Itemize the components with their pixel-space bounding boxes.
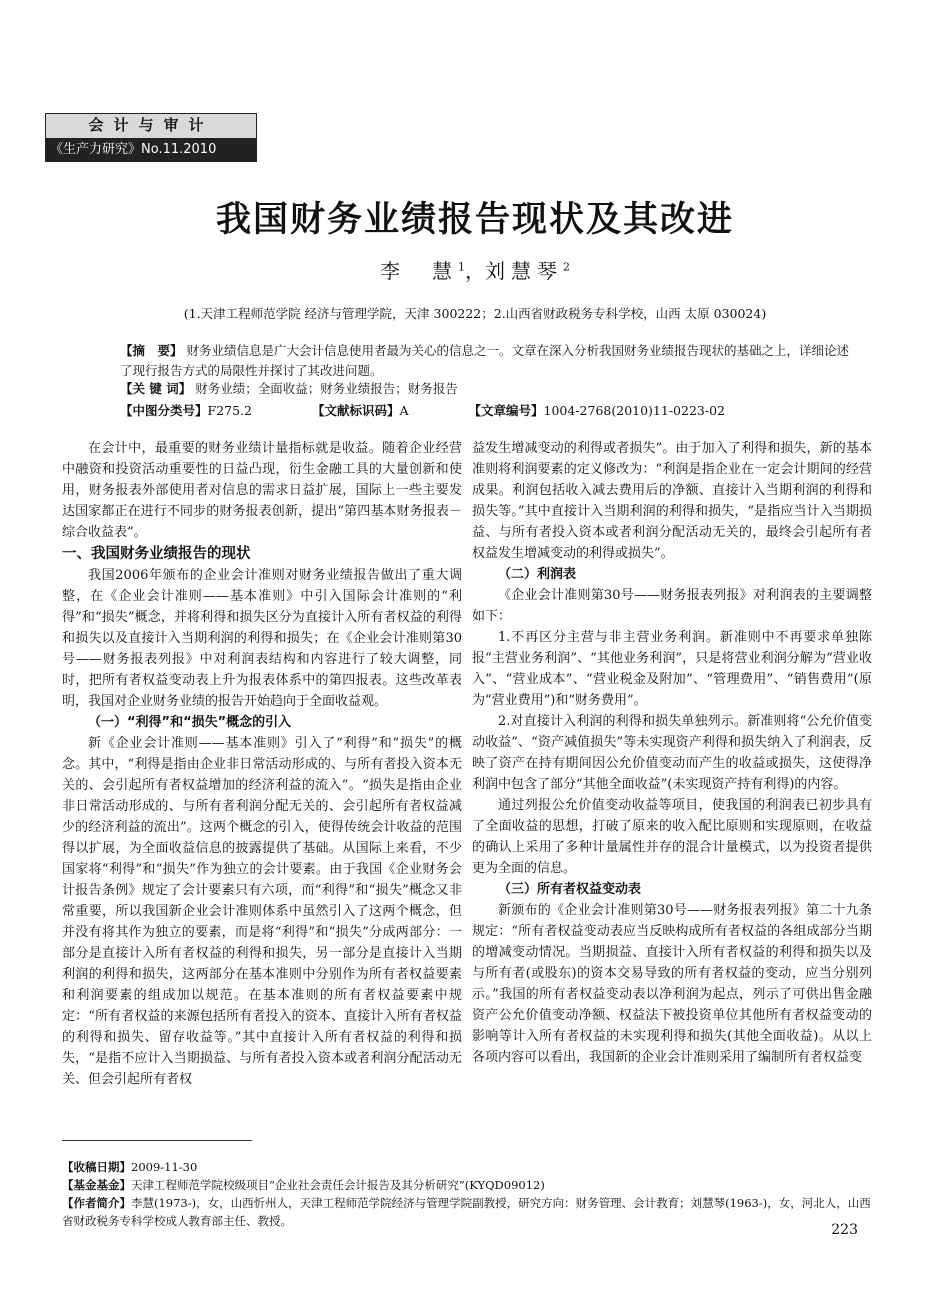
left-column	[62, 438, 462, 1090]
article-title: 我国财务业绩报告现状及其改进	[215, 200, 734, 240]
subsection-heading: （三）所有者权益变动表	[498, 882, 642, 897]
fund-text: 天津工程师范学院校级项目“企业社会责任会计报告及其分析研究”(KYQD09012)	[131, 1178, 545, 1192]
author-bio-text: 李慧(1973-)，女，山西忻州人，天津工程师范学院经济与管理学院副教授，研究方向：财务管理、会计教育；刘慧琴(1963-)，女，河北人，山西省财政税务专科学校成人教育部主任、教授。	[62, 1196, 871, 1228]
paragraph: 益发生增减变动的利得或者损失”。由于加入了利得和损失，新的基本准则将利润要素的定义修改为：“利润是指企业在一定会计期间的经营成果。利润包括收入减去费用后的净额、直接计入当期利润的利得和损失等。”其中直接计入当期利润的利得和损失，“是指应当计入当期损益、与所有者投入资本或者利润分配活动无关的，最终会引起所有者权益发生增减变动的利得或损失”。	[472, 441, 872, 561]
keywords-text: 财务业绩；全面收益；财务业绩报告；财务报告	[195, 381, 458, 396]
doc-code-label: 【文献标识码】	[311, 403, 400, 418]
author-1: 李 慧	[380, 259, 458, 283]
paragraph: 新《企业会计准则——基本准则》引入了“利得”和“损失”的概念。其中，“利得是指由企业非日常活动形成的、与所有者投入资本无关的、会引起所有者权益增加的经济利益的流入”。“损失是指由企业非日常活动形成的、与所有者利润分配无关的、会引起所有者权益减少的经济利益的流出”。这两个概念的引入，使得传统会计收益的范围得以扩展，为全面收益信息的披露提供了基础。从国际上来看，不少国家将“利得”和“损失”作为独立的会计要素。由于我国《企业财务会计报告条例》规定了会计要素只有六项，而“利得”和“损失”概念又非常重要，所以我国新企业会计准则体系中虽然引入了这两个概念，但并没有将其作为独立的要素，而是将“利得”和“损失”分成两部分：一部分是直接计入所有者权益的利得和损失，另一部分是直接计入当期利润的利得和损失，这两部分在基本准则中分别作为所有者权益要素和利润要素的组成加以规范。在基本准则的所有者权益要素中规定：“所有者权益的来源包括所有者投入的资本、直接计入所有者权益的利得和损失、留存收益等。”其中直接计入所有者权益的利得和损失，“是指不应计入当期损益、与所有者投入资本或者利润分配活动无关、但会引起所有者权	[62, 736, 462, 1087]
doc-code-value: A	[399, 403, 409, 418]
abstract	[120, 341, 860, 381]
footnote-divider	[62, 1140, 252, 1141]
keywords-label: 【关 键 词】	[120, 381, 192, 396]
clc-label: 【中图分类号】	[120, 403, 208, 418]
article-id-value: 1004-2768(2010)11-0223-02	[543, 403, 725, 418]
paragraph: 新颁布的《企业会计准则第30号——财务报表列报》第二十九条规定：“所有者权益变动表应当反映构成所有者权益的各组成部分当期的增减变动情况。当期损益、直接计入所有者权益的利得和损失以及与所有者(或股东)的资本交易导致的所有者权益的变动，应当分别列示。”我国的所有者权益变动表以净利润为起点，列示了可供出售金融资产公允价值变动净额、权益法下被投资单位其他所有者权益变动的影响等计入所有者权益的未实现利得和损失(其他全面收益)。从以上各项内容可以看出，我国新的企业会计准则采用了编制所有者权益变	[472, 903, 872, 1065]
fund-label: 【基金基金】	[62, 1178, 131, 1192]
journal-header	[45, 113, 257, 161]
paragraph: 1.不再区分主营与非主营业务利润。新准则中不再要求单独陈报“主营业务利润”、“其他业务利润”，只是将营业利润分解为“营业收入”、“营业成本”、“营业税金及附加”、“管理费用”、“销售费用”(原为“营业费用”)和“财务费用”。	[472, 630, 872, 708]
keywords	[120, 379, 860, 399]
author-separator: ，	[465, 259, 485, 283]
author-2-affil-mark: 2	[563, 260, 570, 274]
author-bio-label: 【作者简介】	[62, 1196, 131, 1210]
received-date: 2009-11-30	[131, 1160, 198, 1174]
paragraph: 我国2006年颁布的企业会计准则对财务业绩报告做出了重大调整，在《企业会计准则——基本准则》中引入国际会计准则的“利得”和“损失”概念，并将利得和损失区分为直接计入所有者权益的利得和损失以及直接计入当期利润的利得和损失；在《企业会计准则第30号——财务报表列报》中对利润表结构和内容进行了较大调整，同时，把所有者权益变动表上升为报表体系中的第四报表。这些改革表明，我国对企业财务业绩的报告开始趋向于全面收益观。	[62, 568, 462, 709]
clc-value: F275.2	[207, 403, 252, 418]
section-label: 会计与审计	[45, 113, 257, 139]
subsection-heading: （一）“利得”和“损失”概念的引入	[88, 715, 292, 730]
abstract-text: 财务业绩信息是广大会计信息使用者最为关心的信息之一。文章在深入分析我国财务业绩报告现状的基础之上，详细论述了现行报告方式的局限性并探讨了其改进问题。	[120, 343, 850, 378]
paragraph: 通过列报公允价值变动收益等项目，使我国的利润表已初步具有了全面收益的思想，打破了原来的收入配比原则和实现原则，在收益的确认上采用了多种计量属性并存的混合计量模式，以为投资者提供更为全面的信息。	[472, 798, 872, 876]
author-1-affil-mark: 1	[458, 260, 465, 274]
paragraph: 2.对直接计入利润的利得和损失单独列示。新准则将“公允价值变动收益”、“资产减值损失”等未实现资产利得和损失纳入了利润表，反映了资产在持有期间因公允价值变动而产生的收益或损失，这使得净利润中包含了部分“其他全面收益”(未实现资产持有利得)的内容。	[472, 714, 872, 792]
subsection-heading: （二）利润表	[498, 567, 577, 582]
author-line	[0, 255, 950, 284]
footnotes	[62, 1158, 882, 1230]
paragraph: 《企业会计准则第30号——财务报表列报》对利润表的主要调整如下：	[472, 588, 872, 624]
right-column	[472, 438, 872, 1068]
affiliation: (1.天津工程师范学院 经济与管理学院，天津 300222；2.山西省财政税务专科学校，山西 太原 030024)	[183, 306, 767, 321]
received-label: 【收稿日期】	[62, 1160, 131, 1174]
section-heading: 一、我国财务业绩报告的现状	[62, 546, 251, 562]
journal-issue: 《生产力研究》No.11.2010	[45, 139, 257, 162]
paragraph: 在会计中，最重要的财务业绩计量指标就是收益。随着企业经营中融资和投资活动重要性的日益凸现，衍生金融工具的大量创新和使用，财务报表外部使用者对信息的需求日益扩展，国际上一些主要发达国家都正在进行不同步的财务报表创新，提出“第四基本财务报表－综合收益表”。	[62, 441, 462, 540]
classification-line	[120, 401, 860, 421]
article-id-label: 【文章编号】	[468, 403, 544, 418]
abstract-label: 【摘 要】	[120, 343, 183, 358]
author-2: 刘慧琴	[485, 259, 563, 283]
page-number: 223	[831, 1222, 858, 1238]
